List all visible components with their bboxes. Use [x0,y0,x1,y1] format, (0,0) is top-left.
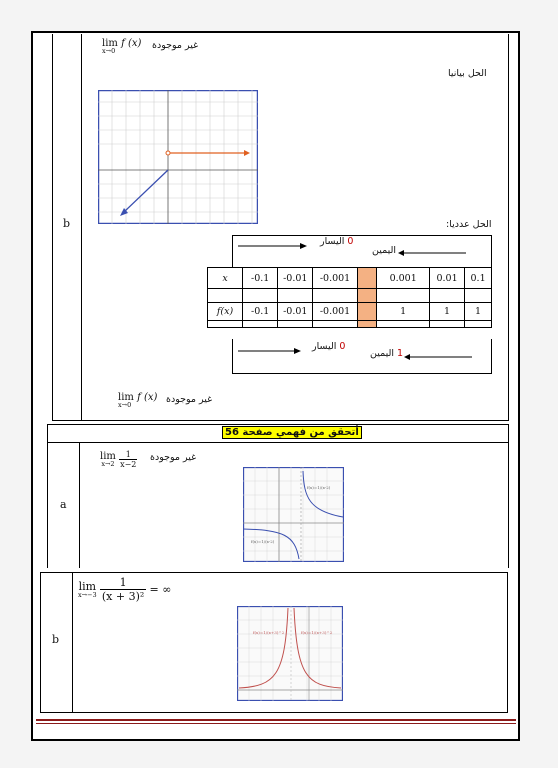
arrow-left-bottom [404,352,472,362]
graph-a-annotation-2: f(x)=1/(x-2) [251,539,275,544]
x-cell: 0.001 [377,268,430,289]
banner-title: أتحقق من فهمي صفحة 56 [222,426,362,439]
x-cell: -0.001 [313,268,357,289]
fx-cell: -0.001 [313,303,357,321]
graph-a-border [244,468,344,562]
graph-piecewise-border [99,91,258,224]
fx-cell: 1 [430,303,465,321]
arrow-bottom-right-label: 1 اليمين [370,348,404,359]
x-cell: 0.01 [430,268,465,289]
fx-cell: 1 [377,303,430,321]
table-border-mid [81,34,82,420]
fx-label: f(x) [216,306,234,317]
fx-cell: 1 [465,303,492,321]
x-cell: -0.1 [243,268,278,289]
banner-bottom-border [47,442,509,443]
values-table [207,267,492,328]
section-a-border-mid [79,442,80,568]
graph-b-annotation-2: f(x)=1/(x+3)^2 [301,630,333,635]
x-label: x [222,272,228,284]
highlight-cell [357,268,377,289]
graph-a [243,467,344,562]
graph-b [237,606,343,701]
x-cell: -0.01 [278,268,313,289]
limit-b: lim x→−3 $\frac{1}{\text{(x + 3)²}}$ = ∞ [78,576,172,603]
fx-cell: -0.1 [243,303,278,321]
numerical-solution-title: الحل عدديا: [446,219,492,230]
fx-cell: -0.01 [278,303,313,321]
graph-b-annotation-1: f(x)=1/(x+3)^2 [253,630,285,635]
arrow-right-bottom [238,346,302,356]
graph-piecewise [98,90,258,224]
graph-piecewise-open-point [166,151,170,155]
arrow-bottom-left-label: 0 اليسار [312,341,346,352]
x-cell: 0.1 [465,268,492,289]
section1-bottom-border [52,420,509,421]
table-border-left [52,34,53,420]
arrow-left-top [398,248,466,258]
row-label-b2: b [52,633,60,646]
graph-a-annotation-1: f(x)=1/(x-2) [307,485,331,490]
footer-line-bottom [36,723,516,724]
section-a-border-right [508,424,509,568]
row-label-b1: b [63,217,71,230]
limit-top-label: غير موجودة [152,40,199,51]
section-b-border-mid [72,572,73,713]
arrow-top-left-label: 0 اليسار [320,236,354,247]
banner-top-border [47,424,509,425]
row-label-a: a [60,498,67,511]
table-border-right [508,34,509,420]
limit-a: lim x→2 $\frac{1}{x-2}$ [100,450,137,469]
arrow-top-right-label: اليمين [372,245,396,256]
limit-bottom-label: غير موجودة [166,394,213,405]
limit-top: lim f (x) x→0 [102,38,142,55]
limit-a-label: غير موجودة [150,452,197,463]
footer-line-top [36,719,516,721]
graphical-solution-title: الحل بيانيا [448,68,487,79]
limit-bottom: lim f (x) x→0 [118,392,158,409]
section-a-border-left [47,424,48,568]
arrow-right-top [238,241,308,251]
